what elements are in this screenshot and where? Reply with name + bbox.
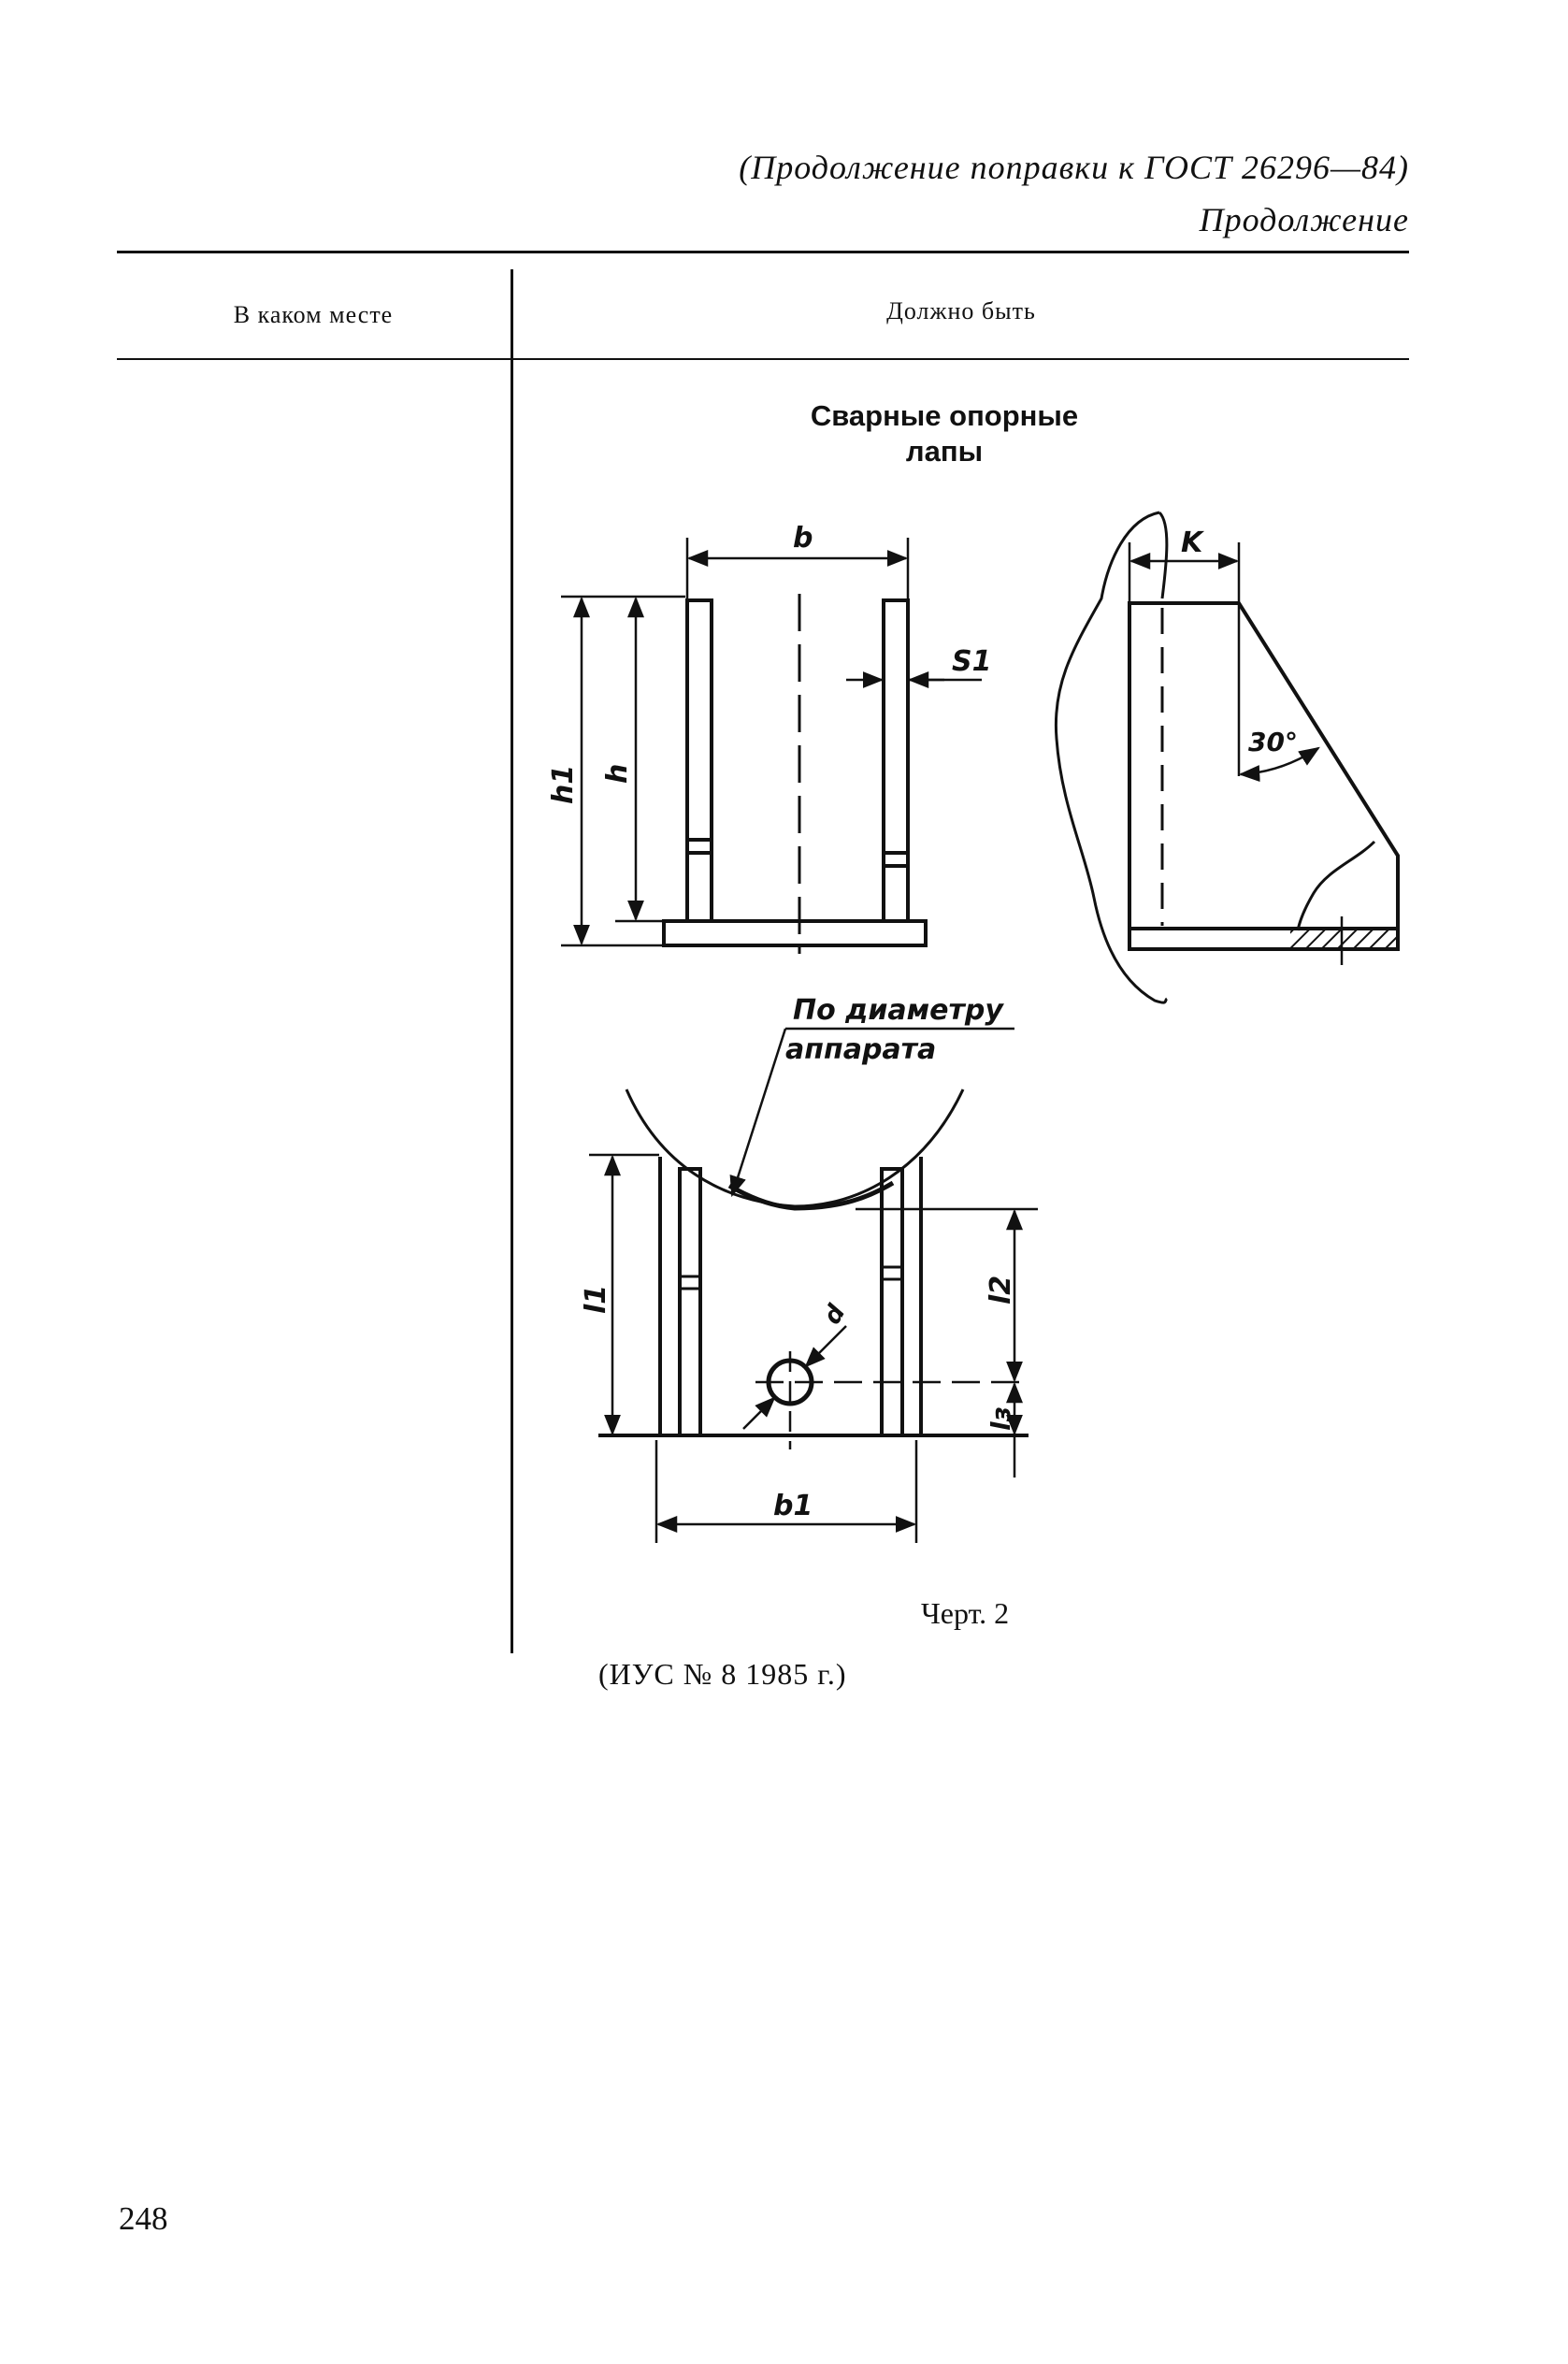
plan-view (589, 1029, 1038, 1543)
label-b: b (793, 522, 813, 555)
continuation-subheader: Продолжение (1199, 201, 1409, 238)
amendment-note: (ИУС № 8 1985 г.) (598, 1657, 847, 1691)
base-plate (664, 921, 926, 945)
plan-left-rib (680, 1169, 700, 1435)
continuation-header: (Продолжение поправки к ГОСТ 26296—84) (739, 149, 1409, 186)
right-rib (884, 600, 908, 921)
label-l1: l1 (580, 1284, 612, 1314)
left-rib (687, 600, 712, 921)
figure-title-line2: лапы (905, 435, 984, 468)
diameter-leader (732, 1029, 785, 1195)
label-d: d (818, 1300, 852, 1330)
table-header-rule (117, 358, 1409, 360)
figure-title (757, 398, 1131, 469)
figure-caption: Черт. 2 (921, 1596, 1010, 1630)
note-line1: По диаметру (793, 994, 1003, 1027)
side-view (1056, 512, 1398, 1002)
note-line2: аппарата (785, 1033, 937, 1066)
page-number: 248 (119, 2200, 168, 2237)
label-l2: l2 (985, 1275, 1017, 1305)
label-h1: h1 (547, 764, 580, 804)
label-l3: lз (985, 1406, 1016, 1431)
label-h: h (601, 763, 634, 784)
welded-support-legs-drawing (524, 505, 1421, 1571)
front-view (561, 538, 982, 954)
column-divider (511, 269, 513, 1653)
label-k: K (1181, 526, 1203, 559)
label-angle: 30° (1248, 727, 1298, 757)
figure-title-line1: Сварные опорные (810, 399, 1079, 432)
label-s1: S1 (952, 645, 992, 678)
table-top-rule (117, 251, 1409, 253)
side-rib (1129, 603, 1398, 949)
column-header-location: В каком месте (233, 301, 394, 328)
label-b1: b1 (773, 1490, 813, 1522)
column-header-should-be: Должно быть (886, 297, 1036, 324)
